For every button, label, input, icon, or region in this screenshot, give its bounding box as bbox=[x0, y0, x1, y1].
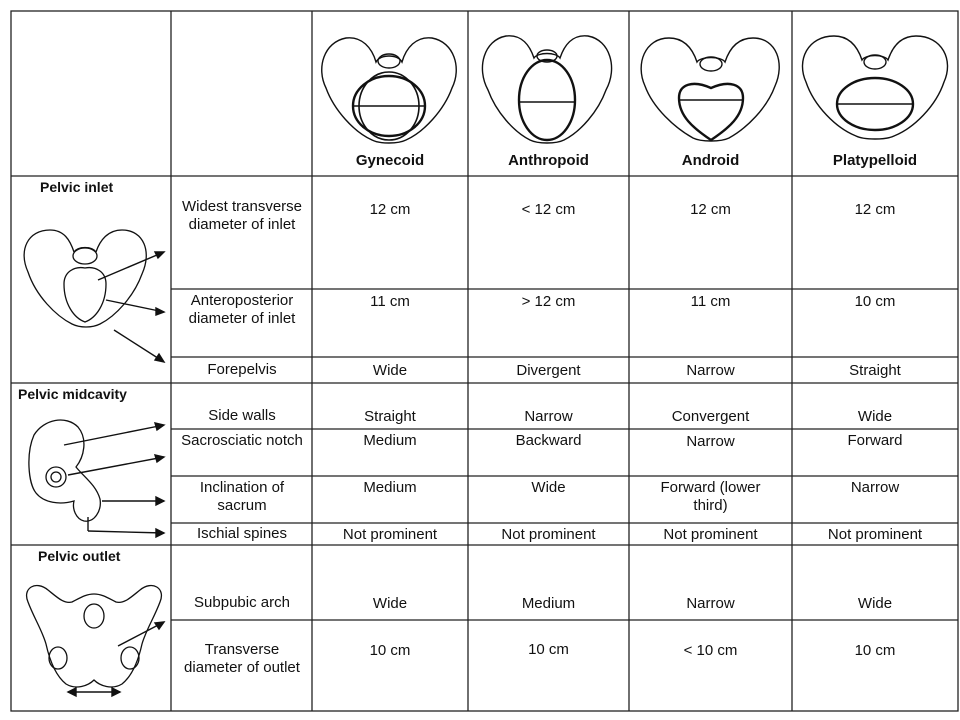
table-cell: Divergent bbox=[516, 362, 581, 379]
row-label-forepelvis: Forepelvis bbox=[207, 361, 277, 378]
table-cell: Wide bbox=[857, 408, 893, 425]
table-cell: 12 cm bbox=[854, 201, 896, 218]
table-cell: Wide bbox=[531, 479, 566, 496]
table-cell: Narrow bbox=[686, 433, 735, 450]
row-label-sacrosciatic-notch: Sacrosciatic notch bbox=[181, 432, 303, 449]
table-cell: Medium bbox=[363, 479, 417, 496]
row-label-anteroposterior-diameter: Anteroposterior diameter of inlet bbox=[188, 292, 296, 327]
table-cell: < 12 cm bbox=[521, 201, 576, 218]
table-cell: 10 cm bbox=[854, 293, 896, 310]
table-cell: Narrow bbox=[850, 479, 900, 496]
table-cell: Forward (lower third) bbox=[660, 479, 761, 514]
table-cell: Straight bbox=[364, 408, 416, 425]
row-label-widest-transverse-diameter: Widest transverse diameter of inlet bbox=[181, 198, 303, 233]
section-title-pelvic-midcavity: Pelvic midcavity bbox=[18, 386, 127, 402]
table-cell: Convergent bbox=[671, 408, 750, 425]
table-cell: Not prominent bbox=[663, 526, 758, 543]
table-cell: Wide bbox=[372, 595, 408, 612]
row-label-transverse-diameter-outlet: Transverse diameter of outlet bbox=[184, 641, 300, 676]
table-cell: 10 cm bbox=[854, 642, 896, 659]
column-header-anthropoid: Anthropoid bbox=[508, 152, 589, 169]
table-cell: Backward bbox=[515, 432, 582, 449]
table-cell: Forward bbox=[847, 432, 903, 449]
table-cell: 10 cm bbox=[528, 641, 569, 658]
column-header-platypelloid: Platypelloid bbox=[832, 152, 918, 169]
table-cell: > 12 cm bbox=[521, 293, 576, 310]
table-cell: Wide bbox=[857, 595, 893, 612]
section-title-pelvic-inlet: Pelvic inlet bbox=[40, 179, 114, 195]
pelvic-midcavity-illustration bbox=[14, 405, 172, 545]
column-header-android: Android bbox=[681, 152, 740, 169]
row-label-inclination-of-sacrum: Inclination of sacrum bbox=[199, 479, 285, 514]
gynecoid-pelvis-illustration bbox=[314, 28, 464, 150]
row-label-side-walls: Side walls bbox=[208, 407, 276, 424]
table-cell: Medium bbox=[363, 432, 417, 449]
pelvic-inlet-illustration bbox=[14, 200, 172, 380]
table-cell: 12 cm bbox=[369, 201, 411, 218]
table-cell: 12 cm bbox=[690, 201, 731, 218]
section-title-pelvic-outlet: Pelvic outlet bbox=[38, 548, 121, 564]
anthropoid-pelvis-illustration bbox=[472, 28, 622, 150]
table-cell: Not prominent bbox=[501, 526, 596, 543]
table-cell: Narrow bbox=[686, 595, 735, 612]
table-cell: Narrow bbox=[686, 362, 735, 379]
android-pelvis-illustration bbox=[633, 28, 788, 150]
table-cell: Not prominent bbox=[342, 526, 438, 543]
table-cell: Medium bbox=[521, 595, 576, 612]
table-cell: 11 cm bbox=[370, 293, 410, 310]
table-cell: Straight bbox=[849, 362, 901, 379]
pelvic-outlet-illustration bbox=[14, 568, 172, 712]
column-header-gynecoid: Gynecoid bbox=[355, 152, 425, 169]
table-cell: 10 cm bbox=[369, 642, 411, 659]
table-cell: Not prominent bbox=[827, 526, 923, 543]
row-label-subpubic-arch: Subpubic arch bbox=[194, 594, 290, 611]
table-cell: 11 cm bbox=[690, 293, 731, 310]
table-cell: Narrow bbox=[524, 408, 573, 425]
platypelloid-pelvis-illustration bbox=[796, 28, 954, 150]
row-label-ischial-spines: Ischial spines bbox=[196, 525, 288, 542]
table-cell: < 10 cm bbox=[683, 642, 738, 659]
table-cell: Wide bbox=[372, 362, 408, 379]
